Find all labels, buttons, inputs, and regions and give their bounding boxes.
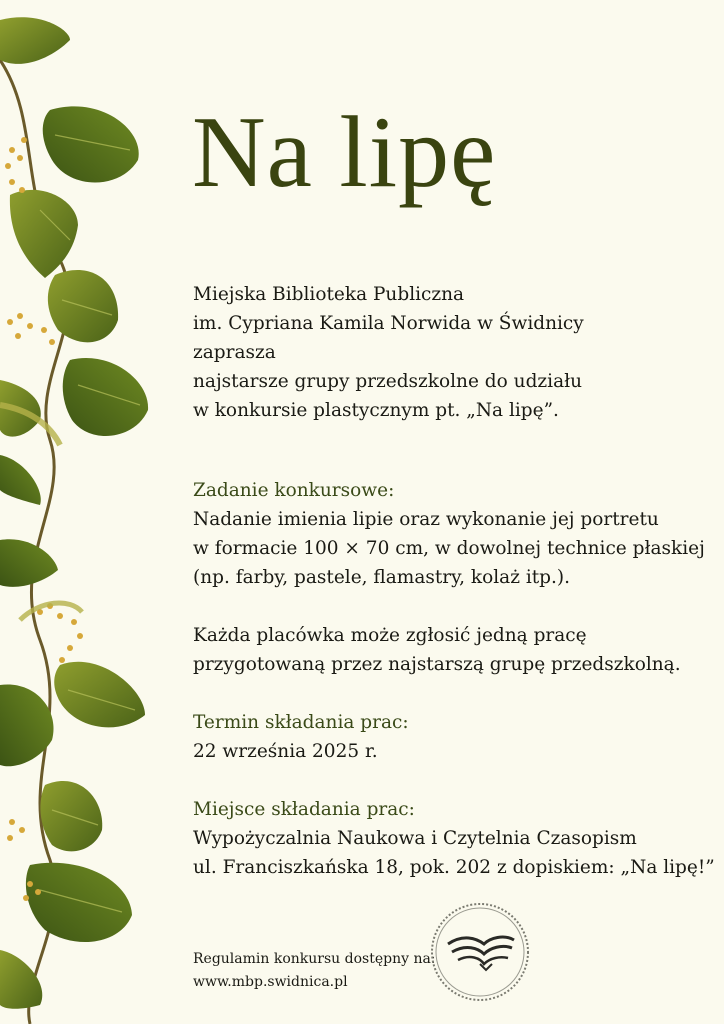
rule-line: Każda placówka może zgłosić jedną pracę [193, 625, 587, 646]
linden-leaves-illustration [0, 0, 160, 1024]
place-line: Wypożyczalnia Naukowa i Czytelnia Czasopism [193, 828, 637, 849]
rule-line: przygotowaną przez najstarszą grupę przedszkolną. [193, 654, 681, 675]
intro-line: w konkursie plastycznym pt. „Na lipę”. [193, 400, 559, 421]
deadline-heading: Termin składania prac: [193, 712, 409, 733]
place-heading: Miejsce składania prac: [193, 799, 415, 820]
deadline-section [193, 708, 409, 766]
task-section [193, 476, 705, 592]
library-logo [428, 900, 532, 1004]
rule-paragraph [193, 621, 681, 679]
task-heading: Zadanie konkursowe: [193, 480, 395, 501]
deadline-value: 22 września 2025 r. [193, 741, 378, 762]
footer [193, 948, 436, 994]
footer-url[interactable]: www.mbp.swidnica.pl [193, 974, 348, 990]
task-line: w formacie 100 × 70 cm, w dowolnej technice płaskiej [193, 538, 705, 559]
place-line: ul. Franciszkańska 18, pok. 202 z dopiskiem: „Na lipę!” [193, 857, 715, 878]
page-title: Na lipę [192, 96, 497, 209]
intro-line: najstarsze grupy przedszkolne do udziału [193, 371, 583, 392]
footer-label: Regulamin konkursu dostępny na: [193, 951, 436, 967]
intro-line: im. Cypriana Kamila Norwida w Świdnicy [193, 313, 584, 334]
intro-line: zaprasza [193, 342, 276, 363]
task-line: Nadanie imienia lipie oraz wykonanie jej portretu [193, 509, 659, 530]
task-line: (np. farby, pastele, flamastry, kolaż itp.). [193, 567, 570, 588]
intro-paragraph [193, 280, 584, 425]
place-section [193, 795, 715, 882]
intro-line: Miejska Biblioteka Publiczna [193, 284, 465, 305]
